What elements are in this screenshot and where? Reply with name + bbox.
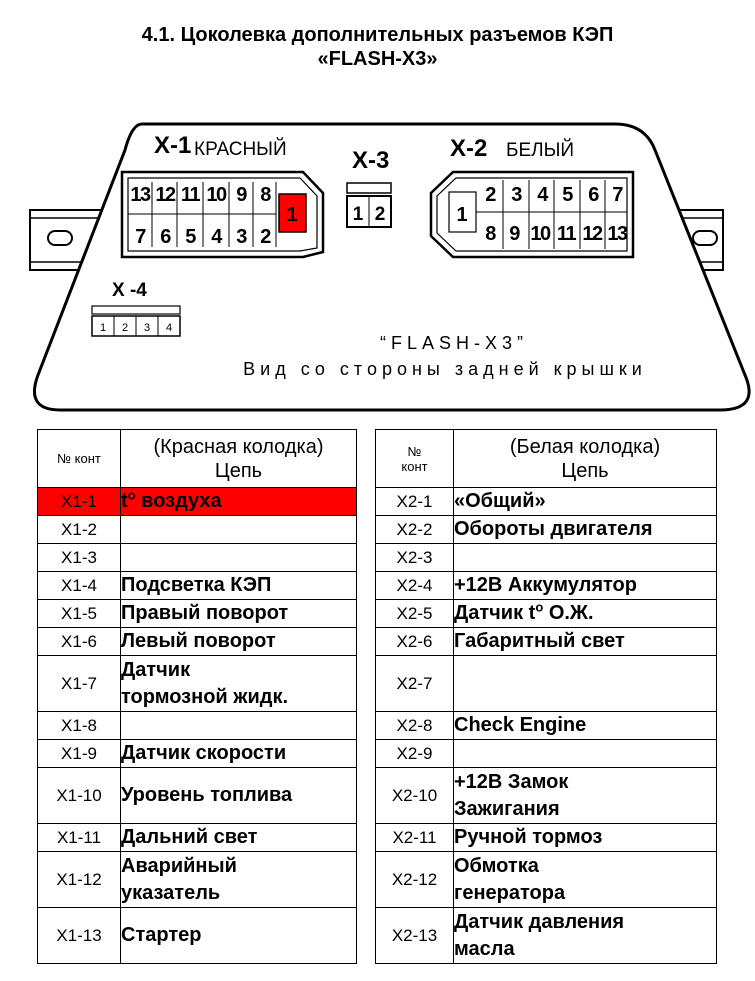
x4-pin: 1 xyxy=(99,322,107,334)
table-row xyxy=(38,656,357,712)
pin-number: X2-4 xyxy=(376,572,454,600)
x2-pin: 1 xyxy=(456,204,468,226)
x2-pin: 6 xyxy=(588,184,598,206)
table-row xyxy=(376,852,717,908)
x2-pin: 8 xyxy=(485,223,495,245)
x2-pin: 12 xyxy=(582,223,602,245)
x1-label: X-1 xyxy=(154,132,192,159)
circuit-text-rest: О.Ж. xyxy=(543,602,594,624)
header-name xyxy=(454,430,717,488)
pin-number: X2-1 xyxy=(376,488,454,516)
pin-number: X1-3 xyxy=(38,544,121,572)
x2-color-label: БЕЛЫЙ xyxy=(506,140,575,161)
table-row xyxy=(376,488,717,516)
header-name-line1: (Красная колодка) xyxy=(153,435,324,458)
circuit-name: Check Engine xyxy=(454,712,717,740)
circuit-line2: генератора xyxy=(454,881,566,904)
pin-number: X1-1 xyxy=(38,488,121,516)
degree-mark: o xyxy=(535,599,544,615)
table-row xyxy=(376,768,717,824)
table-row xyxy=(376,712,717,740)
circuit-name xyxy=(454,852,717,908)
x1-pin: 6 xyxy=(160,226,170,248)
circuit-text-rest: воздуха xyxy=(135,490,222,512)
pin-number: X2-13 xyxy=(376,908,454,964)
x3-connector xyxy=(347,183,391,227)
x3-label: X-3 xyxy=(352,147,390,174)
table-row xyxy=(376,908,717,964)
x4-pin: 2 xyxy=(121,322,129,334)
header-name-line2: Цепь xyxy=(214,459,263,482)
circuit-name: Дальний свет xyxy=(121,824,357,852)
circuit-name: Обороты двигателя xyxy=(454,516,717,544)
white-connector-table xyxy=(375,429,717,964)
pin-number: X2-3 xyxy=(376,544,454,572)
x2-pin: 5 xyxy=(562,184,572,206)
header-num-line2: конт xyxy=(401,458,428,474)
x4-label: X -4 xyxy=(112,280,147,301)
pin-number: X2-2 xyxy=(376,516,454,544)
x1-pin: 10 xyxy=(206,184,226,206)
table-row xyxy=(376,740,717,768)
circuit-name xyxy=(454,656,717,712)
circuit-line1: Датчик xyxy=(121,658,191,681)
x2-pin: 2 xyxy=(485,184,495,206)
circuit-name: +12В Аккумулятор xyxy=(454,572,717,600)
circuit-name xyxy=(454,740,717,768)
circuit-name xyxy=(121,852,357,908)
x2-pin: 10 xyxy=(530,223,550,245)
circuit-name: Левый поворот xyxy=(121,628,357,656)
header-name-line1: (Белая колодка) xyxy=(509,435,661,458)
x2-pin: 7 xyxy=(612,184,622,206)
degree-mark: o xyxy=(127,487,136,503)
pin-number: X2-8 xyxy=(376,712,454,740)
x1-connector xyxy=(122,172,323,257)
table-header-row xyxy=(376,430,717,488)
x1-pin: 1 xyxy=(286,204,298,226)
circuit-line2: указатель xyxy=(121,881,221,904)
x2-pin: 3 xyxy=(511,184,521,206)
x1-pin: 4 xyxy=(211,226,221,248)
page-subtitle: «FLASH-X3» xyxy=(317,48,438,70)
circuit-name: «Общий» xyxy=(454,488,717,516)
x3-pin: 1 xyxy=(352,204,364,225)
table-row xyxy=(38,600,357,628)
x1-pin: 9 xyxy=(236,184,246,206)
x1-pin: 2 xyxy=(260,226,270,248)
x2-pin: 11 xyxy=(556,223,576,245)
pin-number: X1-12 xyxy=(38,852,121,908)
pin-number: X1-2 xyxy=(38,516,121,544)
header-name-line2: Цепь xyxy=(561,459,609,482)
x1-pin: 7 xyxy=(135,226,145,248)
circuit-name: Стартер xyxy=(121,908,357,964)
pin-number: X2-5 xyxy=(376,600,454,628)
table-row xyxy=(376,628,717,656)
table-row xyxy=(38,628,357,656)
pin-number: X1-6 xyxy=(38,628,121,656)
circuit-line2: масла xyxy=(454,937,515,960)
view-caption: Вид со стороны задней крышки xyxy=(243,359,647,379)
x2-connector xyxy=(431,172,633,257)
circuit-line1: Обмотка xyxy=(454,854,539,877)
circuit-name: Уровень топлива xyxy=(121,768,357,824)
pin-number: X1-10 xyxy=(38,768,121,824)
table-row xyxy=(38,740,357,768)
pin-number: X2-10 xyxy=(376,768,454,824)
pin-number: X1-4 xyxy=(38,572,121,600)
table-row xyxy=(38,516,357,544)
circuit-line2: тормозной жидк. xyxy=(121,685,289,708)
circuit-name xyxy=(121,488,357,516)
x1-pin: 8 xyxy=(260,184,270,206)
x1-pin: 3 xyxy=(236,226,246,248)
connector-diagram xyxy=(0,0,755,430)
header-num-line1: № xyxy=(407,443,422,459)
pin-number: X1-7 xyxy=(38,656,121,712)
table-header-row xyxy=(38,430,357,488)
table-row xyxy=(38,768,357,824)
table-row xyxy=(38,572,357,600)
header-num: № конт xyxy=(38,430,121,488)
pin-number: X2-9 xyxy=(376,740,454,768)
x2-pin: 9 xyxy=(509,223,519,245)
table-row xyxy=(376,824,717,852)
pin-number: X1-5 xyxy=(38,600,121,628)
circuit-line2: Зажигания xyxy=(454,797,560,820)
page-title: 4.1. Цоколевка дополнительных разъемов КЭП xyxy=(141,24,614,46)
circuit-line1: Аварийный xyxy=(121,854,237,877)
circuit-name: Ручной тормоз xyxy=(454,824,717,852)
header-name xyxy=(121,430,357,488)
x2-pin: 4 xyxy=(537,184,547,206)
circuit-name xyxy=(454,908,717,964)
table-row xyxy=(38,824,357,852)
table-row xyxy=(376,572,717,600)
circuit-name: Датчик скорости xyxy=(121,740,357,768)
pin-number: X1-13 xyxy=(38,908,121,964)
x4-pin: 3 xyxy=(143,322,151,334)
circuit-text: t xyxy=(121,490,128,512)
circuit-name: Подсветка КЭП xyxy=(121,572,357,600)
table-row xyxy=(38,488,357,516)
pin-number: X1-8 xyxy=(38,712,121,740)
x2-label: X-2 xyxy=(450,135,488,162)
pin-number: X2-11 xyxy=(376,824,454,852)
x4-connector xyxy=(92,306,180,336)
table-row xyxy=(38,544,357,572)
x1-color-label: КРАСНЫЙ xyxy=(194,139,287,160)
circuit-name: Габаритный свет xyxy=(454,628,717,656)
table-row xyxy=(376,516,717,544)
circuit-name: Правый поворот xyxy=(121,600,357,628)
circuit-name xyxy=(121,712,357,740)
circuit-name xyxy=(454,544,717,572)
pin-number: X2-6 xyxy=(376,628,454,656)
red-connector-table xyxy=(37,429,357,964)
pin-number: X1-9 xyxy=(38,740,121,768)
header-num xyxy=(376,430,454,488)
pin-number: X2-7 xyxy=(376,656,454,712)
circuit-line1: Датчик давления xyxy=(454,910,625,933)
circuit-name xyxy=(121,544,357,572)
circuit-line1: +12В Замок xyxy=(454,770,569,793)
x1-pin: 5 xyxy=(185,226,195,248)
table-row xyxy=(376,544,717,572)
x2-pin: 13 xyxy=(607,223,627,245)
pin-number: X2-12 xyxy=(376,852,454,908)
table-row xyxy=(376,656,717,712)
table-row xyxy=(38,852,357,908)
x1-pin: 11 xyxy=(180,184,200,206)
table-row xyxy=(38,712,357,740)
table-row xyxy=(376,600,717,628)
x1-pin: 12 xyxy=(155,184,175,206)
x3-pin: 2 xyxy=(374,204,386,225)
device-name-caption: “FLASH-X3” xyxy=(379,333,529,353)
circuit-text: Датчик t xyxy=(454,602,536,624)
table-row xyxy=(38,908,357,964)
x4-pin: 4 xyxy=(165,322,173,334)
circuit-name xyxy=(121,656,357,712)
circuit-name xyxy=(454,600,717,628)
circuit-name xyxy=(121,516,357,544)
x1-pin: 13 xyxy=(130,184,150,206)
circuit-name xyxy=(454,768,717,824)
pin-number: X1-11 xyxy=(38,824,121,852)
